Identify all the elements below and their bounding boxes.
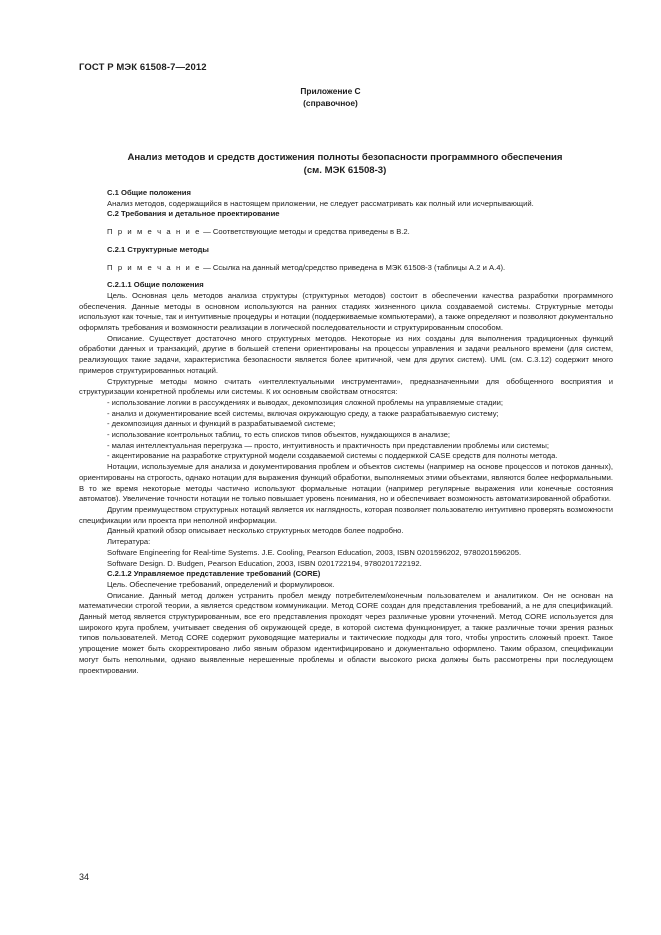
properties-list [107, 398, 613, 462]
paragraph: Описание. Существует достаточно много структурных методов. Некоторые из них созданы для выполнения традиционных функций обработки данных и транзакций, другие в большей степени ориентированы на процессы управления и задачи реального времени (для систем, реализующих такие задачи, характеристика безопасности является более критичной, чем для других систем). UML (см. С.3.12) содержит много примеров структурированных нотаций. [79, 333, 613, 375]
section-c2-note [107, 227, 613, 238]
paragraph: Другим преимуществом структурных нотаций является их наглядность, которая позволяет пользователю интуитивно проверять возможности спецификации или проекта при неполной информации. [79, 504, 613, 525]
paragraph: Данный краткий обзор описывает несколько структурных методов более подробно. [107, 526, 404, 536]
list-item: - малая интеллектуальная перегрузка — просто, интуитивность и практичность при представлении проблемы или системы; [107, 440, 549, 450]
list-item: - акцентирование на разработке структурной модели создаваемой системы с поддержкой CASE средств для полноты метода. [107, 451, 558, 461]
note-text: — Соответствующие методы и средства приведены в В.2. [200, 227, 410, 237]
note-label: П р и м е ч а н и е [107, 227, 201, 237]
paragraph: Нотации, используемые для анализа и документирования проблем и объектов системы (например на основе процессов и потоков данных), ориентированы на строгость, однако нотации для выражения функций обработки, выполняемых этими объектами, являются более неформальными. В то же время некоторые методы частично используют формальные нотации (например регулярные выражения или конечные состояния автоматов). Увеличение точности нотации не только повышает уровень понимания, но и обеспечивает возможность автоматизированной обработки. [79, 462, 613, 504]
section-c211-heading: С.2.1.1 Общие положения [107, 280, 204, 290]
appendix-type: (справочное) [303, 98, 358, 108]
document-code: ГОСТ Р МЭК 61508-7—2012 [79, 62, 207, 73]
paragraph: Структурные методы можно считать «интеллектуальными инструментами», предназначенными для обобщенного восприятия и структуризации конкретной проблемы или системы. К их основным свойствам относятся: [79, 376, 613, 397]
paragraph: Цель. Основная цель методов анализа структуры (структурных методов) состоит в обеспечении качества разработки программного обеспечения. Данные методы в основном используются на ранних стадиях жизненного цикла создаваемой системы. Структурные методы используют как точные, так и интуитивные процедуры и нотации (поддерживаемые компьютерами), а также определяют и позволяют документально оформлять требования и возможности реализации в логической последовательности и структурированным способом. [79, 290, 613, 333]
list-item: - использование контрольных таблиц, то есть списков типов объектов, нуждающихся в анализе; [107, 430, 450, 440]
title-line-2: (см. МЭК 61508-3) [303, 165, 387, 176]
document-body [79, 188, 613, 676]
literature-item: Software Design. D. Budgen, Pearson Education, 2003, ISBN 0201722194, 9780201722192. [107, 558, 422, 568]
list-item: - декомпозиция данных и функций в разрабатываемой системе; [107, 419, 336, 429]
section-c21-heading: С.2.1 Структурные методы [107, 244, 209, 254]
paragraph: Описание. Данный метод должен устранить пробел между потребителем/конечным пользователем и аналитиком. Он не основан на математически строгой теории, а является средством коммуникации. Метод CORE создан для представления требований, а не для спецификаций. Данный метод является структурированным, все его представления проходят через различные уровни уточнений. Метод CORE используется для широкого круга проблем, учитывает сведения об окружающей среде, в которой система функционирует, а также различные точки зрения разных типов пользователей. Метод CORE содержит руководящие материалы и тактические подходы для того, чтобы упростить сложный проект. Такое упрощение может быть скорректировано либо явным образом идентифицировано и документально оформлено. Таким образом, спецификации могут быть неполными, однако выявленные нерешенные проблемы и области высокого риска должны быть рассмотрены при последующем проектировании. [79, 590, 613, 675]
section-c212-heading: С.2.1.2 Управляемое представление требований (CORE) [107, 569, 321, 579]
section-c1-heading: С.1 Общие положения [107, 188, 191, 197]
list-item: - анализ и документирование всей системы, включая окружающую среду, а также разрабатываемую систему; [107, 408, 499, 418]
page-number: 34 [79, 872, 90, 882]
appendix-title [79, 151, 611, 177]
note-label: П р и м е ч а н и е [107, 262, 201, 272]
appendix-label: Приложение С [300, 86, 361, 96]
note-text: — Ссылка на данный метод/средство приведена в МЭК 61508-3 (таблицы А.2 и А.4). [200, 262, 506, 272]
section-c21-note [107, 263, 613, 274]
section-c1-text: Анализ методов, содержащийся в настоящем приложении, не следует рассматривать как полный или исчерпывающий. [107, 198, 534, 208]
paragraph: Цель. Обеспечение требований, определений и формулировок. [107, 579, 335, 589]
literature-item: Software Engineering for Real-time Systems. J.E. Cooling, Pearson Education, 2003, ISBN 0201596202, 9780201596205. [107, 547, 522, 557]
section-c2-heading: С.2 Требования и детальное проектирование [107, 209, 280, 219]
literature-label: Литература: [107, 537, 151, 547]
title-line-1: Анализ методов и средств достижения полноты безопасности программного обеспечения [127, 152, 563, 163]
list-item: - использование логики в рассуждениях и выводах, декомпозиция сложной проблемы на управляемые стадии; [107, 397, 503, 407]
